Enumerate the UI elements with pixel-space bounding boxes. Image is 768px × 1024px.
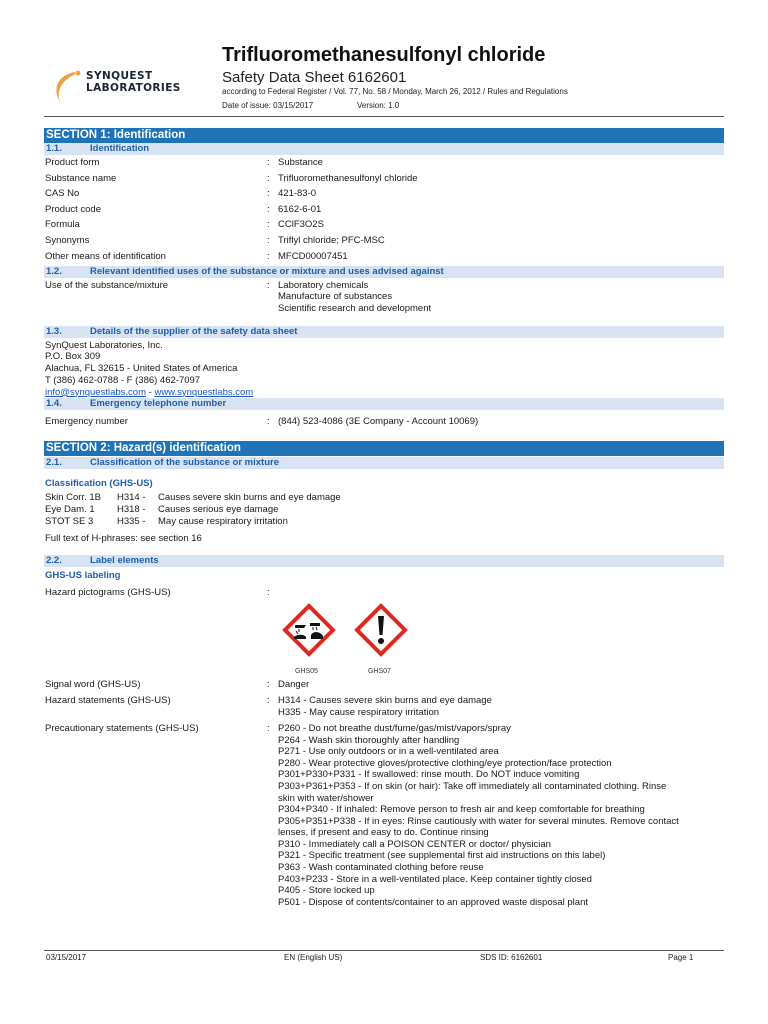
- hazard-category: Skin Corr. 1B: [45, 491, 101, 503]
- subsection-number: 1.2.: [46, 265, 62, 277]
- precaution-statement: P305+P351+P338 - If in eyes: Rinse cautiously with water for several minutes. Remove contact: [278, 815, 679, 827]
- field-value: Trifluoromethanesulfonyl chloride: [278, 172, 418, 184]
- logo-swoosh-icon: [50, 62, 84, 110]
- precaution-statement: P403+P233 - Store in a well-ventilated place. Keep container tightly closed: [278, 873, 592, 885]
- exclamation-mark-icon: [352, 601, 410, 659]
- field-label: Precautionary statements (GHS-US): [45, 722, 199, 734]
- precautionary-statements-row: Precautionary statements (GHS-US) : P260 - Do not breathe dust/fume/gas/mist/vapors/spray P264 - Wash skin thoroughly after handling P271 - Use only outdoors or in a well-ventilated area P280 - Wear protective gloves/protective clothing/eye protection/face protection P301+P330+P331 - If swallowed: rinse mouth. Do NOT induce vomiting P303+P361+P353 - If on skin (or hair): Take off immediately all contaminated clothing. Rinse skin with water/shower P304+P340 - If inhaled: Remove person to fresh air and keep comfortable for breathing P305+P351+P338 - If in eyes: Rinse cautiously with water for several minutes. Remove contact lenses, if present and easy to do. Continue rinsing P310 - Immediately call a POISON CENTER or doctor/ physician P321 - Specific treatment (see supplemental first aid instructions on this label) P363 - Wash contaminated clothing before reuse P403+P233 - Store in a well-ventilated place. Keep container tightly closed P405 - Store locked up P501 - Dispose of contents/container to an approved waste disposal plant: [44, 721, 724, 909]
- hazard-text: May cause respiratory irritation: [158, 515, 288, 527]
- classification-list: [44, 492, 724, 528]
- field-value: CClF3O2S: [278, 219, 324, 231]
- pictogram-code: GHS05: [295, 668, 318, 676]
- precaution-statement: P363 - Wash contaminated clothing before reuse: [278, 862, 484, 874]
- footer-divider: [44, 950, 724, 951]
- subsection-1-4-header: [44, 398, 724, 410]
- list-item: [44, 504, 724, 516]
- pictograms-row: Hazard pictograms (GHS-US) :: [45, 587, 270, 599]
- hazard-category: STOT SE 3: [45, 515, 94, 527]
- field-label: Emergency number: [45, 415, 128, 427]
- labeling-heading: GHS-US labeling: [45, 570, 121, 582]
- hazard-text: Causes serious eye damage: [158, 503, 279, 515]
- subsection-title: Label elements: [90, 555, 159, 567]
- field-value: 6162-6-01: [278, 203, 322, 215]
- field-label: Signal word (GHS-US): [45, 679, 141, 691]
- link-separator: -: [146, 386, 155, 398]
- precaution-statement: skin with water/shower: [278, 792, 374, 804]
- subsection-1-1-header: [44, 143, 724, 155]
- table-row: Product form : Substance: [44, 155, 724, 171]
- phone-line: T (386) 462-0788 - F (386) 462-7097: [45, 374, 201, 386]
- field-value: Substance: [278, 157, 323, 168]
- corrosion-icon: [280, 601, 338, 659]
- logo-line2: LABORATORIES: [86, 82, 181, 94]
- field-label: Synonyms: [45, 234, 90, 246]
- company-logo: [50, 62, 190, 110]
- field-label: CAS No: [45, 188, 80, 200]
- address-line: SynQuest Laboratories, Inc.: [45, 339, 163, 351]
- classification-heading: Classification (GHS-US): [45, 477, 153, 489]
- regulation-reference: according to Federal Register / Vol. 77, No. 58 / Monday, March 26, 2012 / Rules and Regulations: [222, 87, 568, 96]
- footer-date: 03/15/2017: [46, 953, 87, 962]
- section-2-title: SECTION 2: Hazard(s) identification: [44, 441, 724, 456]
- document-subtitle: Safety Data Sheet 6162601: [222, 69, 407, 86]
- field-value: MFCD00007451: [278, 250, 348, 262]
- precaution-statement: P310 - Immediately call a POISON CENTER or doctor/ physician: [278, 838, 551, 850]
- subsection-title: Emergency telephone number: [90, 397, 227, 409]
- table-row: Product code : 6162-6-01: [44, 202, 724, 218]
- footer-sds-id: SDS ID: 6162601: [480, 953, 543, 962]
- subsection-number: 1.3.: [46, 325, 62, 337]
- header-divider: [44, 116, 724, 117]
- version: Version: 1.0: [357, 101, 400, 110]
- hazard-category: Eye Dam. 1: [45, 503, 95, 515]
- table-row: Formula : CClF3O2S: [44, 217, 724, 233]
- emergency-number: (844) 523-4086 (3E Company - Account 10069): [278, 415, 479, 427]
- field-label: Substance name: [45, 172, 117, 184]
- precaution-statement: P303+P361+P353 - If on skin (or hair): Take off immediately all contaminated clothing. Rinse: [278, 780, 667, 792]
- signal-word-row: Signal word (GHS-US) : Danger: [44, 677, 724, 693]
- hazard-statements-row: Hazard statements (GHS-US) : H314 - Causes severe skin burns and eye damage H335 - May cause respiratory irritation: [44, 693, 724, 721]
- subsection-1-3-header: [44, 326, 724, 338]
- subsection-number: 1.1.: [46, 143, 62, 154]
- precaution-statement: P260 - Do not breathe dust/fume/gas/mist/vapors/spray: [278, 722, 511, 734]
- logo-line1: SYNQUEST: [86, 70, 153, 82]
- field-value: 421-83-0: [278, 188, 317, 200]
- hazard-text: Causes severe skin burns and eye damage: [158, 491, 341, 503]
- table-row: Substance name : Trifluoromethanesulfonyl chloride: [44, 171, 724, 187]
- website-link[interactable]: www.synquestlabs.com: [154, 386, 254, 398]
- signal-word: Danger: [278, 679, 310, 691]
- precaution-statement: lenses, if present and easy to do. Continue rinsing: [278, 827, 489, 839]
- precaution-statement: P264 - Wash skin thoroughly after handling: [278, 734, 460, 746]
- section-1-title: SECTION 1: Identification: [44, 128, 724, 143]
- field-label: Product form: [45, 157, 100, 168]
- issue-date: Date of issue: 03/15/2017: [222, 101, 314, 110]
- precaution-statement: P501 - Dispose of contents/container to an approved waste disposal plant: [278, 896, 588, 908]
- uses-row: Use of the substance/mixture : Laboratory chemicals Manufacture of substances Scientific research and development: [44, 278, 724, 326]
- table-row: Synonyms : Triflyl chloride; PFC-MSC: [44, 233, 724, 249]
- table-row: Other means of identification : MFCD00007451: [44, 249, 724, 265]
- supplier-address: [44, 338, 724, 398]
- footer-language: EN (English US): [284, 953, 343, 962]
- precaution-statement: P304+P340 - If inhaled: Remove person to fresh air and keep comfortable for breathing: [278, 804, 645, 816]
- subsection-2-1-header: [44, 457, 724, 469]
- footer-page: Page 1: [668, 953, 694, 962]
- subsection-1-2-header: [44, 266, 724, 278]
- field-value: Laboratory chemicals: [278, 279, 369, 291]
- h-phrases-note: Full text of H-phrases: see section 16: [45, 532, 202, 544]
- subsection-title: Relevant identified uses of the substance or mixture and uses advised against: [90, 265, 444, 277]
- field-label: Formula: [45, 219, 80, 231]
- subsection-2-2-header: [44, 555, 724, 567]
- field-label: Hazard statements (GHS-US): [45, 694, 171, 706]
- subsection-number: 2.1.: [46, 456, 62, 468]
- document-body: [44, 128, 724, 908]
- field-value: Scientific research and development: [278, 303, 432, 315]
- precaution-statement: P301+P330+P331 - If swallowed: rinse mouth. Do NOT induce vomiting: [278, 769, 580, 781]
- address-line: P.O. Box 309: [45, 351, 101, 363]
- precaution-statement: P405 - Store locked up: [278, 885, 375, 897]
- document-header: [0, 0, 768, 120]
- subsection-number: 2.2.: [46, 555, 62, 567]
- emergency-row: Emergency number : (844) 523-4086 (3E Company - Account 10069): [44, 410, 724, 432]
- address-line: Alachua, FL 32615 - United States of America: [45, 363, 238, 375]
- document-title: Trifluoromethanesulfonyl chloride: [222, 44, 546, 66]
- field-value: Triflyl chloride; PFC-MSC: [278, 234, 385, 246]
- pictogram-group: [276, 599, 724, 677]
- subsection-title: Identification: [90, 143, 150, 154]
- hazard-code: H335 -: [117, 515, 146, 527]
- field-label: Other means of identification: [45, 250, 166, 262]
- subsection-title: Details of the supplier of the safety data sheet: [90, 325, 298, 337]
- hazard-statement: H314 - Causes severe skin burns and eye damage: [278, 694, 492, 706]
- precaution-statement: P271 - Use only outdoors or in a well-ventilated area: [278, 746, 499, 758]
- subsection-title: Classification of the substance or mixture: [90, 456, 279, 468]
- field-label: Product code: [45, 203, 101, 215]
- email-link[interactable]: info@synquestlabs.com: [45, 386, 146, 398]
- field-label: Hazard pictograms (GHS-US): [45, 587, 171, 599]
- list-item: [44, 492, 724, 504]
- precaution-statement: P321 - Specific treatment (see supplemental first aid instructions on this label): [278, 850, 606, 862]
- subsection-number: 1.4.: [46, 397, 62, 409]
- list-item: [44, 516, 724, 528]
- pictogram-code: GHS07: [368, 668, 391, 676]
- precaution-statement: P280 - Wear protective gloves/protective clothing/eye protection/face protection: [278, 757, 612, 769]
- table-row: CAS No : 421-83-0: [44, 186, 724, 202]
- field-label: Use of the substance/mixture: [45, 279, 169, 291]
- hazard-statement: H335 - May cause respiratory irritation: [278, 706, 440, 718]
- hazard-code: H314 -: [117, 491, 146, 503]
- identification-table: [44, 155, 724, 265]
- field-value: Manufacture of substances: [278, 291, 393, 303]
- hazard-code: H318 -: [117, 503, 146, 515]
